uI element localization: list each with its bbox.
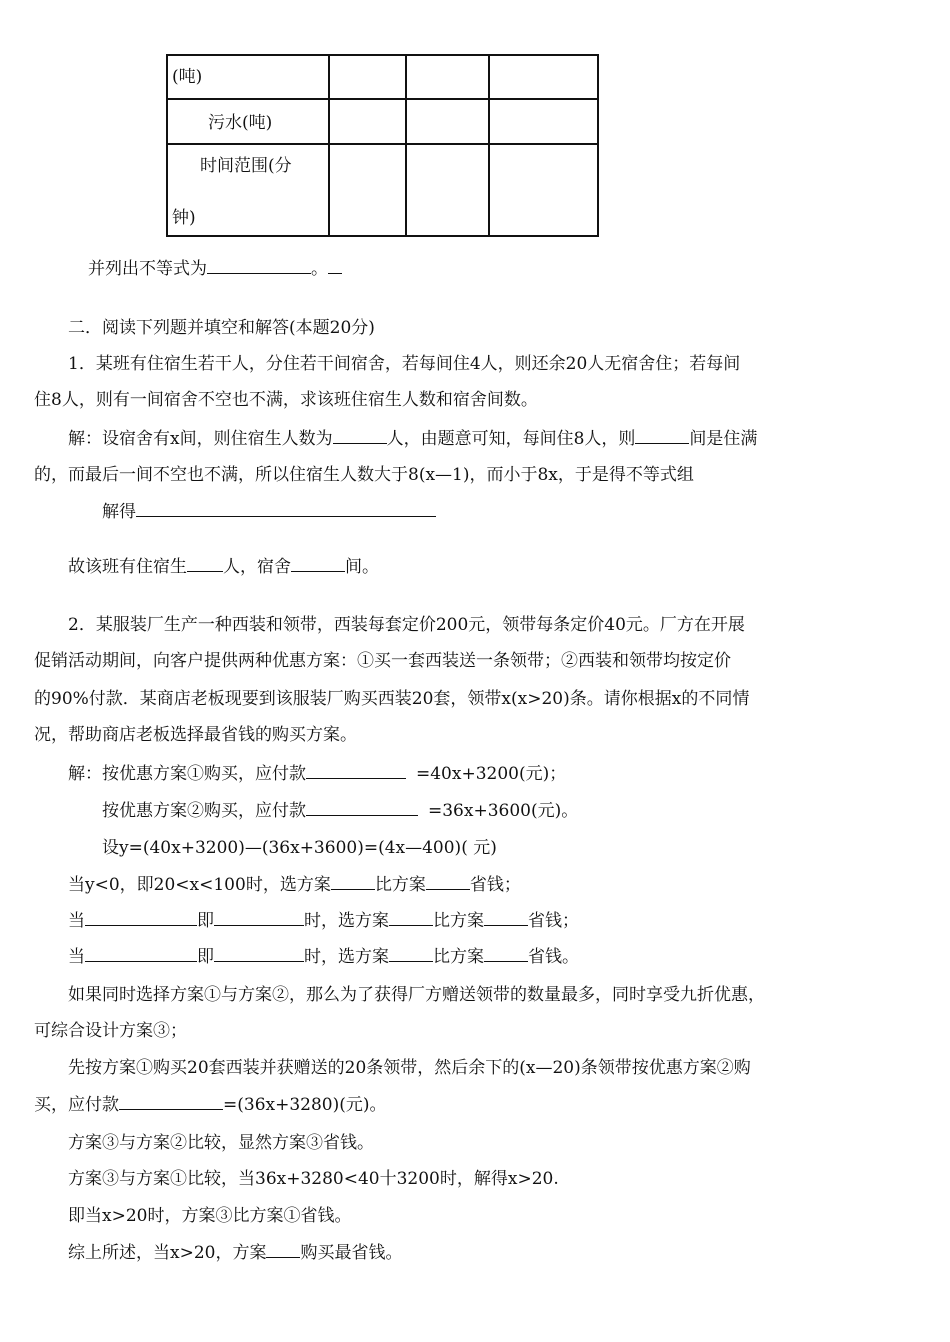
data-table bbox=[166, 54, 599, 237]
table-cell bbox=[489, 99, 598, 144]
answer-blank bbox=[306, 760, 406, 779]
q2-para-1a: 如果同时选择方案①与方案②，那么为了获得厂方赠送领带的数量最多，同时享受九折优惠， bbox=[68, 985, 765, 1005]
answer-blank bbox=[426, 871, 470, 890]
table-cell bbox=[329, 144, 406, 236]
answer-blank bbox=[214, 907, 304, 926]
q1-line1: 1．某班有住宿生若干人，分住若干间宿舍，若每间住4人，则还余20人无宿舍住；若每间 bbox=[68, 354, 741, 374]
table-cell-row1-label: (吨) bbox=[167, 55, 329, 99]
answer-blank bbox=[331, 871, 375, 890]
q2-para-2a: 先按方案①购买20套西装并获赠送的20条领带，然后余下的(x—20)条领带按优惠方案②购 bbox=[68, 1058, 751, 1078]
table-cell bbox=[406, 99, 489, 144]
table-cell-row2-label: 污水(吨) bbox=[167, 99, 329, 144]
table-cell bbox=[406, 144, 489, 236]
table-cell bbox=[489, 55, 598, 99]
table-cell bbox=[489, 144, 598, 236]
table-cell bbox=[406, 55, 489, 99]
q2-para-1b: 可综合设计方案③； bbox=[34, 1021, 187, 1041]
q2-para-5: 即当x>20时，方案③比方案①省钱。 bbox=[68, 1206, 352, 1226]
q2-solution-1: 解：按优惠方案①购买，应付款 =40x+3200(元)； bbox=[68, 759, 566, 784]
answer-blank bbox=[328, 255, 342, 274]
q1-answer-line: 故该班有住宿生 人，宿舍 间。 bbox=[68, 552, 379, 577]
q2-solution-2: 按优惠方案②购买，应付款 =36x+3600(元)。 bbox=[102, 796, 578, 821]
table-cell-row3-label: 时间范围(分 钟) bbox=[167, 144, 329, 236]
inequality-line: 并列出不等式为 。 bbox=[88, 254, 342, 279]
q1-line4: 的，而最后一间不空也不满，所以住宿生人数大于8(x—1)，而小于8x，于是得不等式组 bbox=[34, 465, 694, 485]
q2-line4: 况，帮助商店老板选择最省钱的购买方案。 bbox=[34, 725, 357, 745]
table-cell bbox=[329, 55, 406, 99]
answer-blank bbox=[119, 1091, 223, 1110]
answer-blank bbox=[187, 553, 223, 572]
q2-case-2: 当 即 时，选方案 比方案 省钱； bbox=[68, 906, 579, 931]
q2-para-2b: 买，应付款 =(36x+3280)(元)。 bbox=[34, 1090, 387, 1115]
answer-blank bbox=[333, 425, 387, 444]
answer-blank bbox=[389, 943, 433, 962]
answer-blank bbox=[85, 943, 197, 962]
answer-blank bbox=[291, 553, 345, 572]
answer-blank bbox=[136, 498, 436, 517]
answer-blank bbox=[207, 255, 311, 274]
answer-blank bbox=[389, 907, 433, 926]
q2-line3: 的90%付款．某商店老板现要到该服装厂购买西装20套，领带x(x>20)条。请你根据x的不同情 bbox=[34, 689, 750, 709]
q2-para-6: 综上所述，当x>20，方案 购买最省钱。 bbox=[68, 1238, 402, 1263]
q1-line2: 住8人，则有一间宿舍不空也不满，求该班住宿生人数和宿舍间数。 bbox=[34, 390, 538, 410]
section-heading: 二．阅读下列题并填空和解答(本题20分) bbox=[68, 318, 375, 338]
answer-blank bbox=[484, 907, 528, 926]
q1-solution-line: 解：设宿舍有x间，则住宿生人数为 人，由题意可知，每间住8人，则 间是住满 bbox=[68, 424, 757, 449]
q2-line2: 促销活动期间，向客户提供两种优惠方案：①买一套西装送一条领带；②西装和领带均按定价 bbox=[34, 651, 731, 671]
q2-case-3: 当 即 时，选方案 比方案 省钱。 bbox=[68, 942, 579, 967]
answer-blank bbox=[85, 907, 197, 926]
q2-case-1: 当y<0，即20<x<100时，选方案 比方案 省钱； bbox=[68, 870, 521, 895]
answer-blank bbox=[635, 425, 689, 444]
answer-blank bbox=[266, 1239, 300, 1258]
q2-line1: 2．某服装厂生产一种西装和领带，西装每套定价200元，领带每条定价40元。厂方在开展 bbox=[68, 615, 745, 635]
q2-para-4: 方案③与方案①比较，当36x+3280<40十3200时，解得x>20. bbox=[68, 1169, 559, 1189]
q2-solution-3: 设y=(40x+3200)—(36x+3600)=(4x—400)( 元) bbox=[102, 838, 497, 858]
answer-blank bbox=[306, 797, 418, 816]
answer-blank bbox=[214, 943, 304, 962]
answer-blank bbox=[484, 943, 528, 962]
table-cell bbox=[329, 99, 406, 144]
q2-para-3: 方案③与方案②比较，显然方案③省钱。 bbox=[68, 1133, 374, 1153]
q1-solve-line: 解得 bbox=[102, 497, 436, 522]
